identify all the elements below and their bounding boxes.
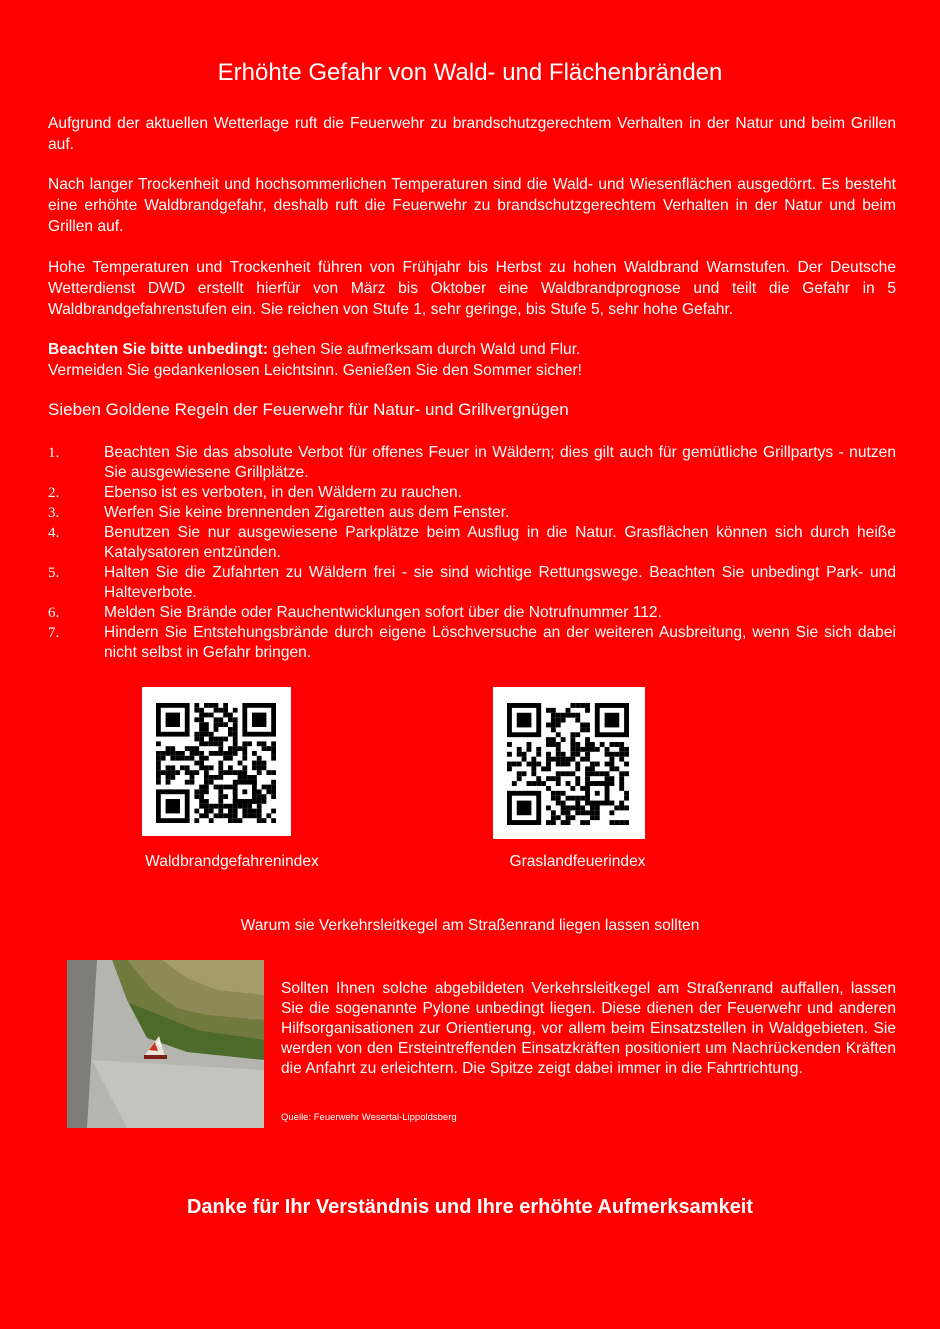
rule-item — [48, 503, 896, 523]
rule-number: 4. — [48, 525, 60, 541]
rule-number: 5. — [48, 565, 60, 581]
rule-number: 6. — [48, 605, 60, 621]
grasland-qr-code[interactable] — [493, 687, 645, 839]
source-note: Quelle: Feuerwehr Wesertal-Lippoldsberg — [281, 1112, 457, 1123]
rule-number: 1. — [48, 445, 60, 461]
roadside-cone-image — [67, 960, 264, 1128]
attention-bold-label: Beachten Sie bitte unbedingt: — [48, 341, 269, 358]
rule-item — [48, 483, 896, 503]
rule-item — [48, 563, 896, 603]
rule-number: 2. — [48, 485, 60, 501]
waldbrand-qr-caption: Waldbrandgefahrenindex — [145, 853, 319, 870]
page-title: Erhöhte Gefahr von Wald- und Flächenbränden — [217, 59, 723, 86]
rule-text: Ebenso ist es verboten, in den Wäldern zu rauchen. — [104, 484, 463, 501]
qr-code-icon — [507, 703, 629, 825]
rule-text: Benutzen Sie nur ausgewiesene Parkplätze beim Ausflug in die Natur. Grasflächen können sich durch heiße Katalysatoren entzünden. — [104, 524, 896, 561]
dwd-paragraph: Hohe Temperaturen und Trockenheit führen von Frühjahr bis Herbst zu hohen Waldbrand Warnstufen. Der Deutsche Wetterdienst DWD erstellt hierfür von März bis Oktober eine Waldbrandprognose und teilt die Gefahr in 5 Waldbrandgefahrenstufen ein. Sie reichen von Stufe 1, sehr geringe, bis Stufe 5, sehr hohe Gefahr. — [48, 259, 896, 318]
rules-list — [48, 443, 896, 663]
rule-text: Beachten Sie das absolute Verbot für offenes Feuer in Wäldern; dies gilt auch für gemütliche Grillpartys - nutzen Sie ausgewiesene Grillplätze. — [104, 444, 896, 481]
rule-item — [48, 443, 896, 483]
intro-paragraph: Aufgrund der aktuellen Wetterlage ruft die Feuerwehr zu brandschutzgerechtem Verhalten in der Natur und beim Grillen auf. — [48, 115, 896, 153]
thanks-footer: Danke für Ihr Verständnis und Ihre erhöhte Aufmerksamkeit — [186, 1196, 754, 1218]
attention-line-2: Vermeiden Sie gedankenlosen Leichtsinn. Genießen Sie den Sommer sicher! — [48, 362, 582, 379]
rule-text: Werfen Sie keine brennenden Zigaretten aus dem Fenster. — [104, 504, 510, 521]
rule-text: Melden Sie Brände oder Rauchentwicklungen sofort über die Notrufnummer 112. — [104, 604, 662, 621]
qr-code-icon — [156, 703, 276, 823]
cones-explanation: Sollten Ihnen solche abgebildeten Verkehrsleitkegel am Straßenrand auffallen, lassen Sie die sogenannte Pylone unbedingt liegen. Diese dienen der Feuerwehr und anderen Hilfsorganisationen zur Orientierung, vor allem beim Einsatzstellen in Waldgebieten. Sie werden von den Ersteintreffenden Einsatzkräften positioniert um Nachrückenden Kräften die Anfahrt zu erleichtern. Die Spitze zeigt dabei immer in die Fahrtrichtung. — [281, 980, 896, 1077]
rules-heading: Sieben Goldene Regeln der Feuerwehr für Natur- und Grillvergnügen — [48, 400, 569, 419]
rule-item — [48, 623, 896, 663]
rule-number: 7. — [48, 625, 60, 641]
rule-number: 3. — [48, 505, 60, 521]
cones-heading: Warum sie Verkehrsleitkegel am Straßenrand liegen lassen sollten — [240, 917, 700, 934]
waldbrand-qr-code[interactable] — [142, 687, 291, 836]
attention-paragraph — [48, 339, 896, 381]
rule-text: Halten Sie die Zufahrten zu Wäldern frei - sie sind wichtige Rettungswege. Beachten Sie unbedingt Park- und Halteverbote. — [104, 564, 896, 601]
traffic-cone-photo — [67, 960, 264, 1128]
rule-text: Hindern Sie Entstehungsbrände durch eigene Löschversuche an der weiteren Ausbreitung, wenn Sie sich dabei nicht selbst in Gefahr bringen. — [104, 624, 896, 661]
grasland-qr-caption: Graslandfeuerindex — [509, 853, 646, 870]
rule-item — [48, 603, 896, 623]
drought-paragraph: Nach langer Trockenheit und hochsommerlichen Temperaturen sind die Wald- und Wiesenflächen ausgedörrt. Es besteht eine erhöhte Waldbrandgefahr, deshalb ruft die Feuerwehr zu brandschutzgerechtem Verhalten in der Natur und beim Grillen auf. — [48, 176, 896, 235]
rule-item — [48, 523, 896, 563]
attention-rest: gehen Sie aufmerksam durch Wald und Flur. — [268, 341, 581, 358]
